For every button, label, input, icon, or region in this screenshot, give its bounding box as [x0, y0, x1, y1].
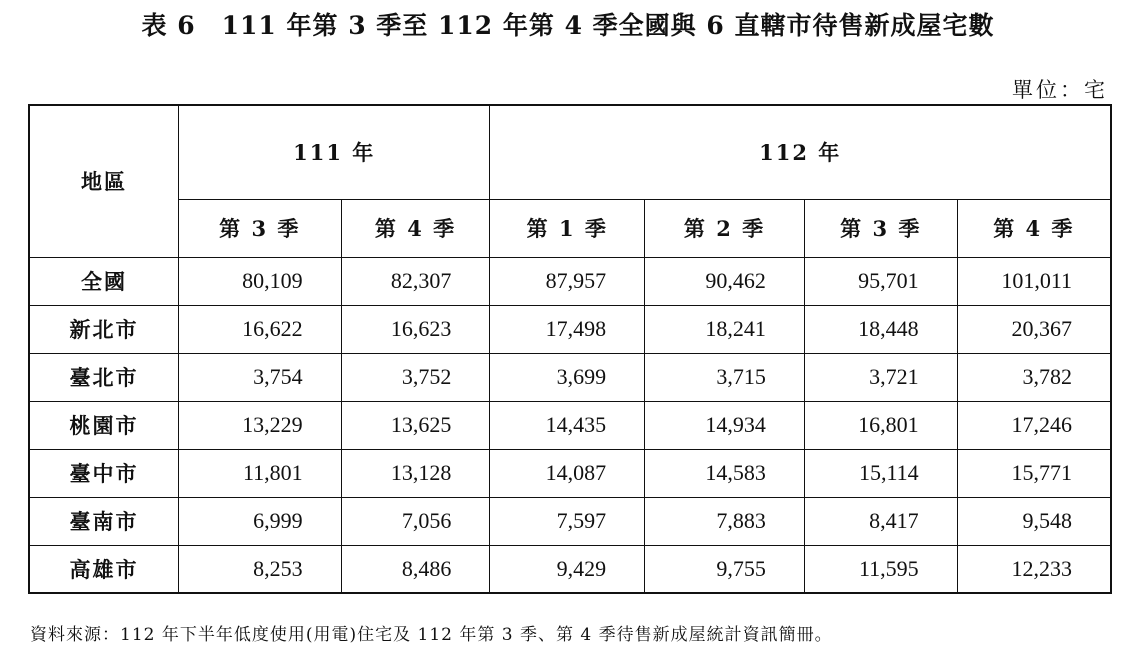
- inventory-value: 8,253: [178, 545, 341, 593]
- document-title: 表 6 111 年第 3 季至 112 年第 4 季全國與 6 直轄市待售新成屋宅數: [141, 11, 995, 40]
- inventory-value: 3,715: [645, 353, 805, 401]
- quarter-header: 第 2 季: [645, 199, 805, 257]
- region-name: 臺中市: [29, 449, 178, 497]
- inventory-value: 17,498: [490, 305, 645, 353]
- unit-label: 單位：宅: [1012, 78, 1108, 102]
- inventory-value: 8,417: [804, 497, 957, 545]
- inventory-value: 87,957: [490, 257, 645, 305]
- inventory-value: 101,011: [957, 257, 1111, 305]
- inventory-value: 20,367: [957, 305, 1111, 353]
- table-row: [29, 353, 1111, 401]
- year-group-header-111: 111 年: [178, 105, 489, 199]
- source-note: 資料來源：112 年下半年低度使用(用電)住宅及 112 年第 3 季、第 4 季待售新成屋統計資訊簡冊。: [30, 625, 833, 645]
- inventory-value: 13,625: [341, 401, 490, 449]
- quarter-header: 第 3 季: [178, 199, 341, 257]
- inventory-value: 3,721: [804, 353, 957, 401]
- table-row: [29, 257, 1111, 305]
- inventory-value: 11,595: [804, 545, 957, 593]
- inventory-value: 17,246: [957, 401, 1111, 449]
- inventory-value: 80,109: [178, 257, 341, 305]
- region-name: 桃園市: [29, 401, 178, 449]
- inventory-value: 90,462: [645, 257, 805, 305]
- year-group-header-112: 112 年: [490, 105, 1111, 199]
- inventory-value: 95,701: [804, 257, 957, 305]
- inventory-value: 13,229: [178, 401, 341, 449]
- inventory-value: 16,622: [178, 305, 341, 353]
- inventory-value: 18,448: [804, 305, 957, 353]
- region-name: 臺南市: [29, 497, 178, 545]
- table-row: [29, 449, 1111, 497]
- inventory-value: 6,999: [178, 497, 341, 545]
- table-row: [29, 401, 1111, 449]
- inventory-value: 14,934: [645, 401, 805, 449]
- quarter-header: 第 1 季: [490, 199, 645, 257]
- inventory-value: 12,233: [957, 545, 1111, 593]
- region-name: 新北市: [29, 305, 178, 353]
- region-column-header: 地區: [29, 105, 178, 257]
- inventory-value: 11,801: [178, 449, 341, 497]
- inventory-value: 8,486: [341, 545, 490, 593]
- inventory-value: 15,771: [957, 449, 1111, 497]
- inventory-value: 9,548: [957, 497, 1111, 545]
- inventory-value: 18,241: [645, 305, 805, 353]
- inventory-value: 3,752: [341, 353, 490, 401]
- table-row: [29, 497, 1111, 545]
- inventory-value: 3,754: [178, 353, 341, 401]
- quarter-header: 第 4 季: [341, 199, 490, 257]
- inventory-value: 14,435: [490, 401, 645, 449]
- inventory-value: 7,597: [490, 497, 645, 545]
- inventory-value: 9,755: [645, 545, 805, 593]
- table-row: [29, 305, 1111, 353]
- inventory-value: 7,883: [645, 497, 805, 545]
- region-name: 全國: [29, 257, 178, 305]
- quarter-header: 第 3 季: [804, 199, 957, 257]
- quarter-header: 第 4 季: [957, 199, 1111, 257]
- inventory-value: 16,623: [341, 305, 490, 353]
- inventory-value: 9,429: [490, 545, 645, 593]
- inventory-value: 15,114: [804, 449, 957, 497]
- region-name: 臺北市: [29, 353, 178, 401]
- inventory-value: 14,583: [645, 449, 805, 497]
- inventory-value: 7,056: [341, 497, 490, 545]
- inventory-value: 3,782: [957, 353, 1111, 401]
- inventory-value: 14,087: [490, 449, 645, 497]
- inventory-value: 3,699: [490, 353, 645, 401]
- table-body: [29, 257, 1111, 593]
- housing-inventory-table: [28, 104, 1112, 594]
- table-row: [29, 545, 1111, 593]
- inventory-value: 13,128: [341, 449, 490, 497]
- region-name: 高雄市: [29, 545, 178, 593]
- inventory-value: 16,801: [804, 401, 957, 449]
- inventory-value: 82,307: [341, 257, 490, 305]
